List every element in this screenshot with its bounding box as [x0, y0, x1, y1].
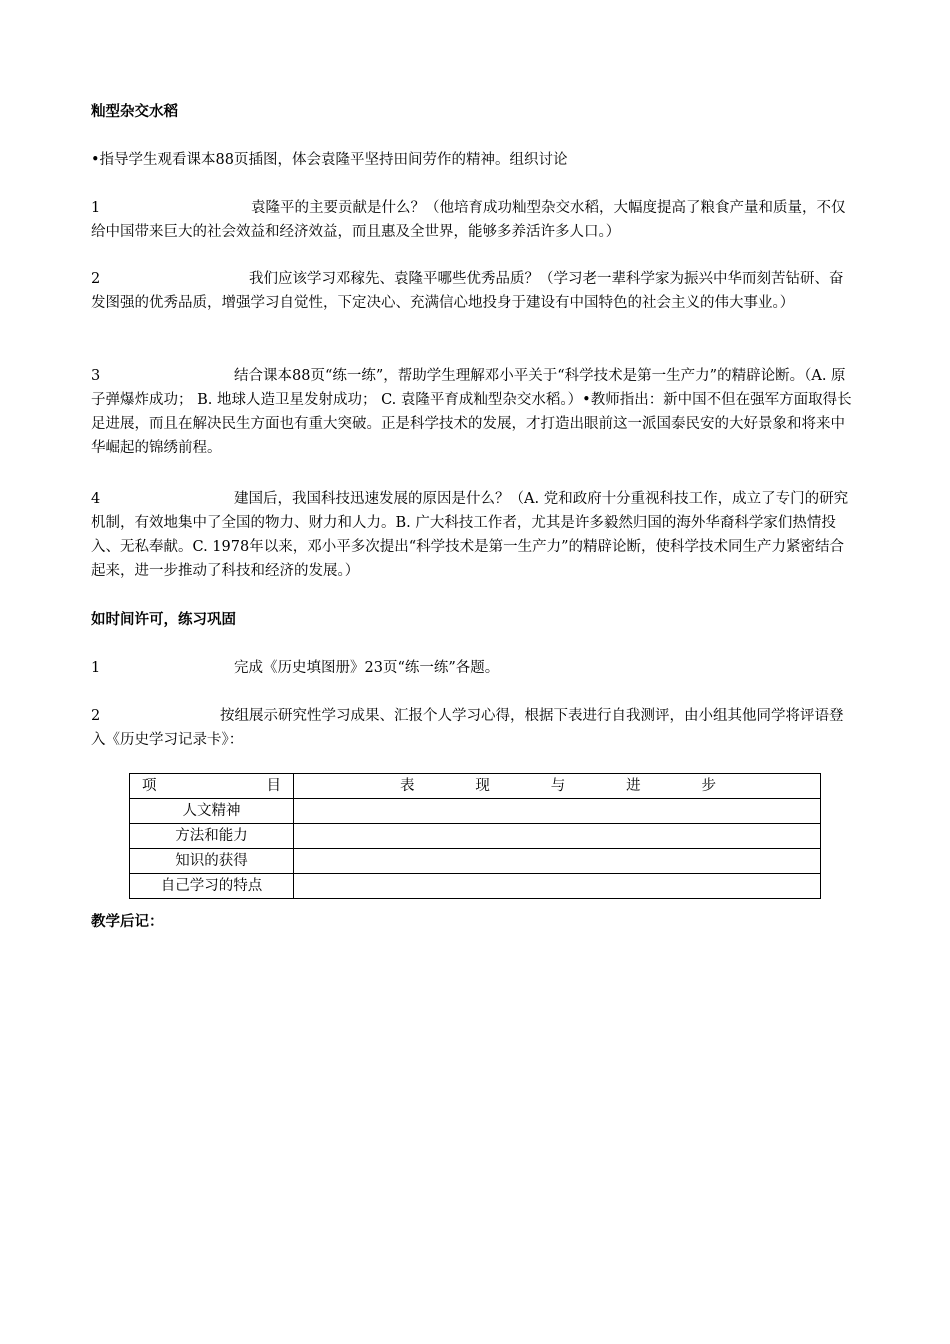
row-value-cell	[294, 799, 821, 824]
row-label: 人文精神	[130, 799, 294, 824]
self-assessment-table	[129, 773, 821, 899]
practice-item-1	[91, 656, 857, 680]
row-value-cell	[294, 849, 821, 874]
table-header-row	[130, 774, 821, 799]
row-value-cell	[294, 874, 821, 899]
item-number: 2	[91, 708, 101, 724]
item-text: 我们应该学习邓稼先、袁隆平哪些优秀品质？（学习老一辈科学家为振兴中华而刻苦钻研、奋发图强的优秀品质，增强学习自觉性，下定决心、充满信心地投身于建设有中国特色的社会主义的伟大事业。）	[91, 271, 844, 311]
item-text: 按组展示研究性学习成果、汇报个人学习心得，根据下表进行自我测评，由小组其他同学将评语登入《历史学习记录卡》：	[91, 708, 844, 748]
table-row	[130, 824, 821, 849]
header-cell-item: 项 目	[130, 774, 294, 799]
section-heading-practice: 如时间许可，练习巩固	[91, 612, 236, 628]
item-text: 建国后，我国科技迅速发展的原因是什么？（A. 党和政府十分重视科技工作，成立了专门的研究机制，有效地集中了全国的物力、财力和人力。B. 广大科技工作者，尤其是许多毅然归国的海外华裔科学家们热情投入、无私奉献。C. 1978年以来，邓小平多次提出“科学技术是第一生产力”的精辟论断，使科学技术同生产力紧密结合起来，进一步推动了科技和经济的发展。）	[91, 491, 849, 579]
discussion-item-4	[91, 487, 857, 583]
item-number: 4	[91, 491, 101, 507]
item-number: 2	[91, 271, 101, 287]
item-number: 1	[91, 660, 101, 676]
item-number: 3	[91, 368, 101, 384]
practice-item-2	[91, 704, 857, 752]
header-cell-performance: 表 现 与 进 步	[294, 774, 821, 799]
discussion-item-2	[91, 267, 857, 315]
section-heading: 籼型杂交水稻	[91, 104, 178, 120]
row-value-cell	[294, 824, 821, 849]
table-row	[130, 874, 821, 899]
intro-paragraph: •指导学生观看课本88页插图，体会袁隆平坚持田间劳作的精神。组织讨论	[91, 152, 568, 168]
item-text: 完成《历史填图册》23页“练一练”各题。	[234, 660, 500, 676]
row-label: 知识的获得	[130, 849, 294, 874]
table-row	[130, 799, 821, 824]
discussion-item-1	[91, 196, 857, 244]
table-row	[130, 849, 821, 874]
item-text: 袁隆平的主要贡献是什么？（他培育成功籼型杂交水稻，大幅度提高了粮食产量和质量，不仅给中国带来巨大的社会效益和经济效益，而且惠及全世界，能够多养活许多人口。）	[91, 200, 846, 240]
row-label: 自己学习的特点	[130, 874, 294, 899]
item-number: 1	[91, 200, 101, 216]
discussion-item-3	[91, 364, 857, 460]
teaching-notes-label: 教学后记：	[91, 914, 164, 930]
row-label: 方法和能力	[130, 824, 294, 849]
item-text: 结合课本88页“练一练”，帮助学生理解邓小平关于“科学技术是第一生产力”的精辟论断。（A. 原子弹爆炸成功； B. 地球人造卫星发射成功； C. 袁隆平育成籼型杂交水稻。）•教师指出：新中国不但在强军方面取得长足进展，而且在解决民生方面也有重大突破。正是科学技术的发展，才打造出眼前这一派国泰民安的大好景象和将来中华崛起的锦绣前程。	[91, 368, 852, 456]
